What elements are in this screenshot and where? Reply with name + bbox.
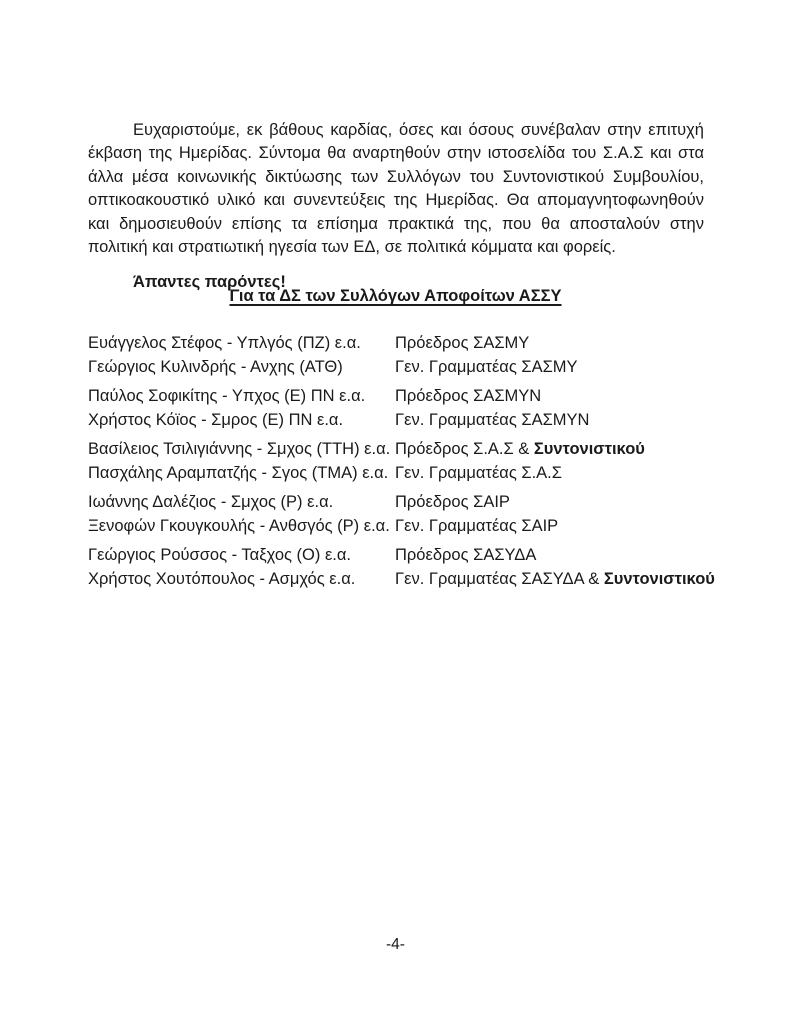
signatory-row <box>88 332 748 356</box>
signatory-role-text: Πρόεδρος ΣΑΙΡ <box>395 493 510 511</box>
signatory-role <box>395 332 748 356</box>
signatory-role-bold: Συντονιστικού <box>603 569 715 588</box>
signatory-group <box>88 544 748 591</box>
signatory-group <box>88 438 748 485</box>
signatory-row <box>88 544 748 568</box>
signatory-role <box>395 385 748 409</box>
signatory-row <box>88 438 748 462</box>
signatory-role <box>395 462 748 486</box>
signatory-group <box>88 385 748 432</box>
signatory-name: Παύλος Σοφικίτης - Υπχος (Ε) ΠΝ ε.α. <box>88 387 366 405</box>
signatory-name: Γεώργιος Κυλινδρής - Ανχης (ΑΤΘ) <box>88 357 343 376</box>
signatory-group <box>88 491 748 538</box>
signatory-name: Ευάγγελος Στέφος - Υπλγός (ΠΖ) ε.α. <box>88 334 361 352</box>
signatory-role-text: Πρόεδρος ΣΑΣΥΔΑ <box>395 546 537 564</box>
body-paragraph: Ευχαριστούμε, εκ βάθους καρδίας, όσες και όσους συνέβαλαν στην επιτυχή έκβαση της Ημερίδας. Σύντομα θα αναρτηθούν στην ιστοσελίδα του Σ.Α.Σ και στα άλλα μέσα κοινωνικής δικτύωσης των Συλλόγων του Συντονιστικού Συμβουλίου, οπτικοακουστικό υλικό και συνεντεύξεις της Ημερίδας. Θα απομαγνητοφωνηθούν και δημοσιευθούν επίσης τα επίσημα πρακτικά της, που θα αποσταλούν στην πολιτική και στρατιωτική ηγεσία των ΕΔ, σε πολιτικά κόμματα και φορείς. <box>88 120 704 256</box>
signatory-role <box>395 409 748 433</box>
signatory-role-text: Πρόεδρος ΣΑΣΜΥ <box>395 334 530 352</box>
signatory-name: Χρήστος Κόϊος - Σμρος (Ε) ΠΝ ε.α. <box>88 410 344 429</box>
signatory-role <box>395 438 748 462</box>
signatory-name: Ξενοφών Γκουγκουλής - Ανθσγός (Ρ) ε.α. <box>88 516 390 535</box>
signatory-role-text: Γεν. Γραμματέας ΣΑΣΜΥ <box>395 357 578 376</box>
signatory-list <box>88 332 748 597</box>
signatory-role-text: Γεν. Γραμματέας ΣΑΣΥΔΑ & <box>395 569 600 588</box>
signatory-row <box>88 409 748 433</box>
signatory-row <box>88 385 748 409</box>
signatory-row <box>88 462 748 486</box>
signatory-role <box>395 491 748 515</box>
signatory-role-text: Γεν. Γραμματέας Σ.Α.Σ <box>395 463 562 482</box>
page-number: -4- <box>386 936 405 953</box>
signatory-row <box>88 356 748 380</box>
signatory-group <box>88 332 748 379</box>
attendance-note: Άπαντες παρόντες! <box>133 272 286 291</box>
signatory-role <box>395 568 748 592</box>
section-heading: Για τα ΔΣ των Συλλόγων Αποφοίτων ΑΣΣΥ <box>229 287 562 305</box>
signatory-role <box>395 356 748 380</box>
signatory-name: Πασχάλης Αραμπατζής - Σγος (ΤΜΑ) ε.α. <box>88 463 389 482</box>
signatory-role-text: Πρόεδρος ΣΑΣΜΥΝ <box>395 387 542 405</box>
signatory-role <box>395 515 748 539</box>
signatory-role-text: Γεν. Γραμματέας ΣΑΙΡ <box>395 516 559 535</box>
signatory-row <box>88 568 748 592</box>
signatory-name: Ιωάννης Δαλέζιος - Σμχος (Ρ) ε.α. <box>88 493 334 511</box>
signatory-role <box>395 544 748 568</box>
signatory-name: Χρήστος Χουτόπουλος - Ασμχός ε.α. <box>88 569 356 588</box>
signatory-name: Βασίλειος Τσιλιγιάννης - Σμχος (ΤΤΗ) ε.α. <box>88 440 391 458</box>
signatory-role-bold: Συντονιστικού <box>533 440 645 458</box>
signatory-name: Γεώργιος Ρούσσος - Ταξχος (Ο) ε.α. <box>88 546 352 564</box>
signatory-role-text: Γεν. Γραμματέας ΣΑΣΜΥΝ <box>395 410 590 429</box>
signatory-role-text: Πρόεδρος Σ.Α.Σ & <box>395 440 530 458</box>
signatory-row <box>88 515 748 539</box>
signatory-row <box>88 491 748 515</box>
